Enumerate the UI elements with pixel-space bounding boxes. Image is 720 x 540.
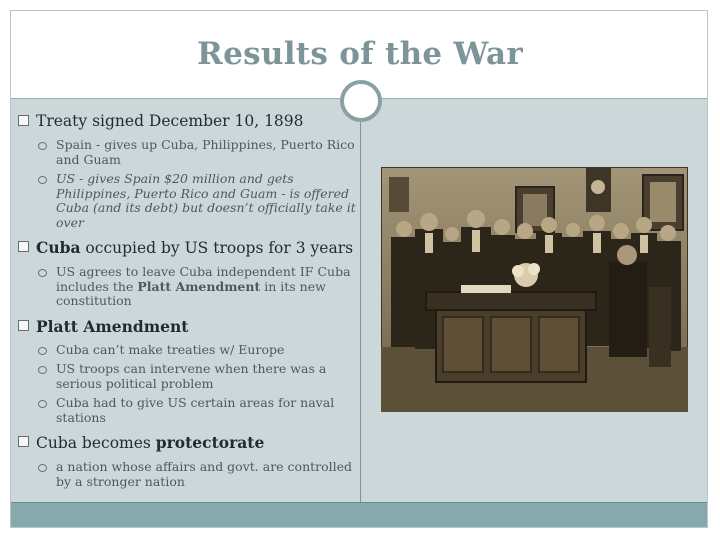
sub-bullet-text: a nation whose affairs and govt. are controlled by a stronger nation [56,459,353,489]
bullet-text: occupied by US troops for 3 years [80,239,354,257]
ring-bullet-icon [38,347,47,355]
sub-bullet [18,396,358,425]
bullet-bold-text: Cuba [36,238,81,257]
bullet-platt [18,317,358,336]
treaty-signing-photo [381,167,688,412]
bullet-occupation [18,238,358,258]
sub-bullet-text: US - gives Spain $20 million and gets Philippines, Puerto Rico and Guam - is offered Cuba (and its debt) but doesn’t officially take it over [56,171,356,230]
ring-bullet-icon [38,464,47,472]
bullet-list [18,112,358,497]
sub-bullet [18,138,358,167]
bullet-group-occupation [18,238,358,309]
sub-bullet-bold-text: Platt Amendment [137,278,261,294]
square-bullet-icon [18,115,29,126]
sub-bullet [18,362,358,391]
slide-title: Results of the War [197,36,523,72]
bullet-group-protectorate [18,433,358,489]
bullet-text: Cuba becomes [36,434,156,452]
bullet-group-platt [18,317,358,426]
square-bullet-icon [18,436,29,447]
square-bullet-icon [18,320,29,331]
sub-bullet [18,172,358,230]
sub-bullet-text: Spain - gives up Cuba, Philippines, Puerto Rico and Guam [56,137,355,167]
bullet-treaty [18,112,358,131]
bullet-bold-text: protectorate [155,433,265,452]
sub-bullet [18,460,358,489]
ring-bullet-icon [38,400,47,408]
sub-bullet-text: Cuba can’t make treaties w/ Europe [56,341,285,357]
sub-bullet [18,343,358,358]
bullet-text: Treaty signed December 10, 1898 [36,112,304,130]
ring-bullet-icon [38,176,47,184]
sub-bullet-text: in its new constitution [56,278,326,308]
sub-bullet-text: Cuba had to give US certain areas for naval stations [56,395,335,425]
ring-bullet-icon [38,142,47,150]
footer-bar [11,503,707,527]
bullet-group-treaty [18,112,358,230]
sub-bullet [18,265,358,309]
sub-bullet-text: US agrees to leave Cuba independent IF Cuba includes the [56,264,351,294]
bullet-text: Platt Amendment [36,316,189,336]
column-divider [360,99,361,503]
bullet-protectorate [18,433,358,453]
ring-bullet-icon [38,269,47,277]
ring-bullet-icon [38,366,47,374]
sub-bullet-text: US troops can intervene when there was a serious political problem [56,361,327,391]
square-bullet-icon [18,241,29,252]
